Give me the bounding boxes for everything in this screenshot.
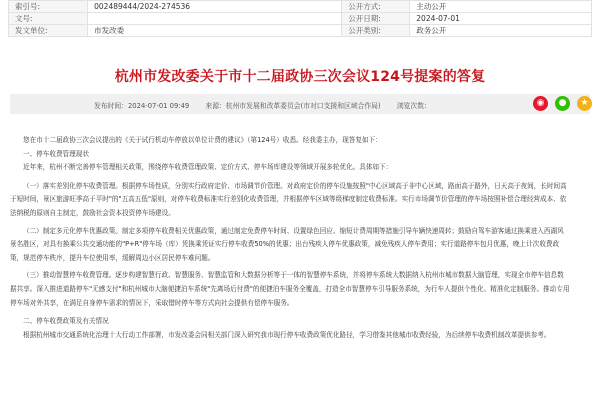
body-paragraph: 近年来，杭州不断完善停车管理相关政策，围绕停车收费管理政策、定价方式、停车场库建设等领域开展多轮优化。具体如下： [23,163,393,172]
published-time: 发布时间：2024-07-01 09:49 [94,102,190,110]
article-source: 来源：杭州市发展和改革委员会(市对口支援和区域合作局) [205,102,381,110]
view-count: 浏览次数： [396,102,431,110]
docno-value [88,13,342,25]
article-info-text [94,100,445,110]
qzone-icon[interactable]: ★ [577,96,592,111]
index-value: 002489444/2024-274536 [88,1,342,13]
publish-mode-label: 公开方式: [342,1,410,13]
publish-date-value: 2024-07-01 [410,13,592,25]
article-body [10,134,570,342]
weibo-icon[interactable]: ◉ [533,96,548,111]
publish-mode-value: 主动公开 [410,1,592,13]
body-paragraph: （三）推动智慧停车收费管理。逐步构建智慧行政、智慧服务、智慧监管和大数据分析等于一体的智慧停车系统，并将停车系统大数据纳入杭州市城市数据大脑管理，实现全市停车信息数据共享。深入推进道路停车"无感支付"和杭州城市大脑便捷泊车系统"先离场后付费"的便捷泊车服务全覆盖，打造全市智慧停车引导服务系统，为行车人提供个性化、精准化定制服务。推动专用停车场对外共享，在满足自身停车需求的情况下，采取错时停车等方式向社会提供有偿停车服务。 [10,271,570,307]
index-label: 索引号: [9,1,88,13]
issuer-label: 发文单位: [9,25,88,37]
issuer-value: 市发改委 [88,25,342,37]
meta-row [9,25,592,37]
article-info-bar [10,94,590,114]
body-paragraph: 根据杭州城市交通系统化治理十大行动工作部署，市发改委会同相关部门深入研究我市现行停车收费政策优化路径，学习借鉴其他城市收费经验，为后续停车收费机制改革提供参考。 [23,330,551,339]
body-paragraph: （二）制定多元化停车优惠政策。制定多项停车收费相关优惠政策，通过制定免费停车时间、设置绿色回应、缩短计费周期等措施引导车辆快速周转；鼓励自驾车游客通过换乘进入西湖风景名胜区，对具有换乘公共交通功能的"P+R"停车场（库）凭换乘凭证实行停车收费50%的优惠；出台残疾人停车优惠政策，减免残疾人停车费用；实行道路停车包月优惠，晚上计次收费政策，规范停车秩序，提升车位使用率，缓解周边小区居民停车难问题。 [10,226,564,262]
greeting-paragraph: 您在市十二届政协三次会议提出的《关于试行机动车停放以单位计费的建议》（第124号）收悉。经我委主办，现答复如下： [23,136,382,144]
page-title: 杭州市发改委关于市十二届政协三次会议124号提案的答复 [114,69,486,85]
category-label: 公开类别: [342,25,410,37]
section-heading-1: 一、停车收费管理现状 [23,149,89,158]
category-value: 政务公开 [410,25,592,37]
document-meta-table [8,0,592,37]
publish-date-label: 公开日期: [342,13,410,25]
docno-label: 文号: [9,13,88,25]
meta-row [9,1,592,13]
section-heading-2: 二、停车收费政策及有关情况 [23,317,109,326]
meta-row [9,13,592,25]
body-paragraph: （一）落实差别化停车收费管理。根据停车场性质，分别实行政府定价、市场调节价管理。对政府定价的停车设施按照"中心区域高于非中心区域，路面高于路外，日天高于夜间，长时间高于短时间，景区旅游旺季高于平时"的"五高五低"原则，对停车收费标准实行差别化收费管理，并根据停车区域等级梯度制定收费标准。实行市场调节价管理的停车场按照补偿合理经营成本、依法纳税的原则自主制定，鼓励社会资本投资停车场建设。 [10,181,567,217]
wechat-icon[interactable]: ● [555,96,570,111]
